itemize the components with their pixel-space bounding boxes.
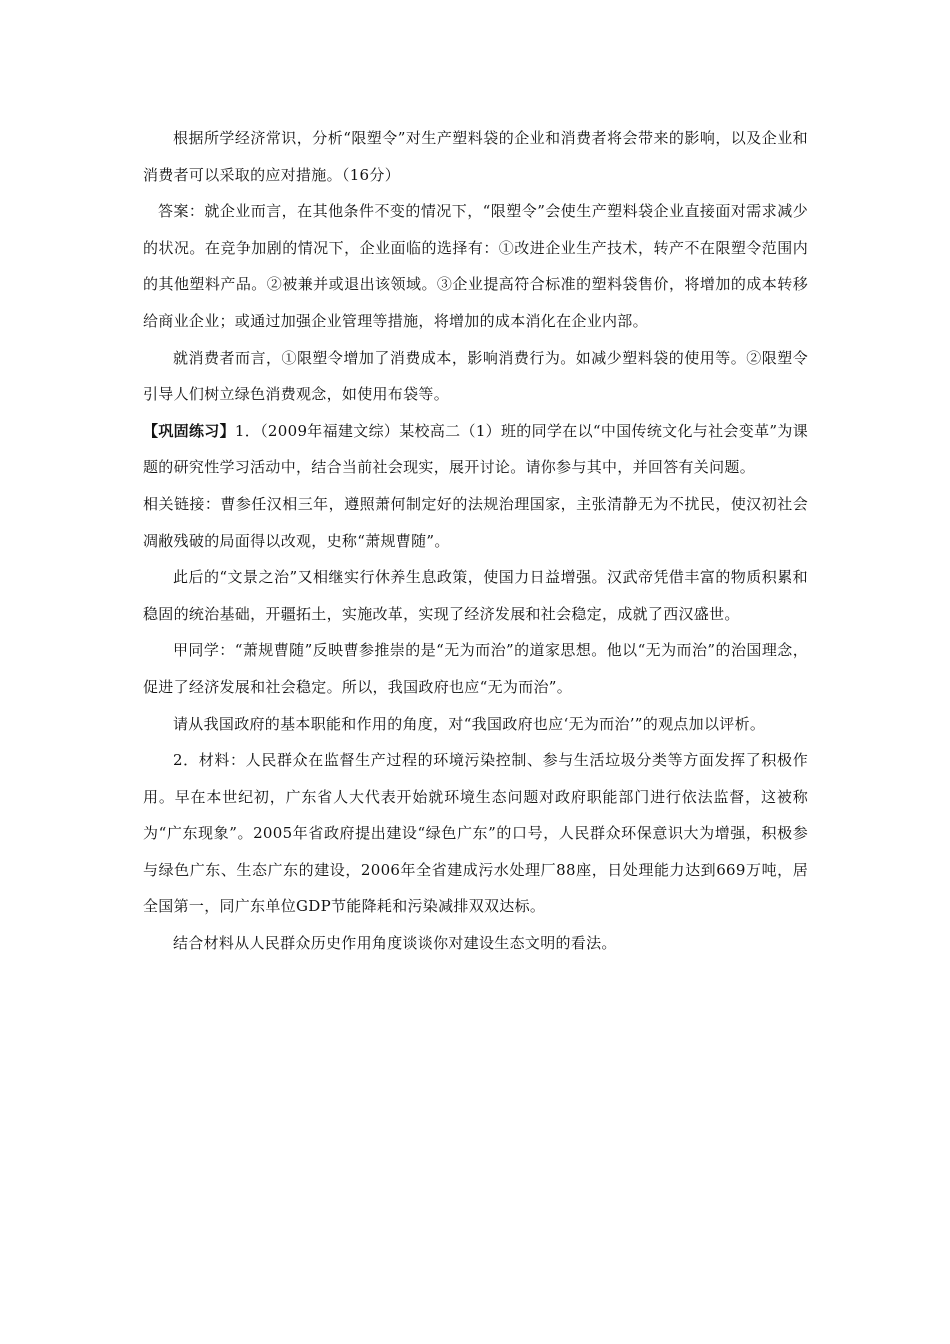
- history-paragraph: 此后的“文景之治”又相继实行休养生息政策，使国力日益增强。汉武帝凭借丰富的物质积累和稳固的统治基础，开疆拓土，实施改革，实现了经济发展和社会稳定，成就了西汉盛世。: [143, 568, 808, 623]
- question-paragraph: 根据所学经济常识，分析“限塑令”对生产塑料袋的企业和消费者将会带来的影响，以及企业和消费者可以采取的应对措施。（16分）: [143, 129, 808, 184]
- student-a-paragraph: 甲同学：“萧规曹随”反映曹参推崇的是“无为而治”的道家思想。他以“无为而治”的治国理念，促进了经济发展和社会稳定。所以，我国政府也应“无为而治”。: [143, 641, 808, 696]
- answer-paragraph-enterprise: 答案：就企业而言，在其他条件不变的情况下，“限塑令”会使生产塑料袋企业直接面对需求减少的状况。在竞争加剧的情况下，企业面临的选择有：①改进企业生产技术，转产不在限塑令范围内的其他塑料产品。②被兼并或退出该领域。③企业提高符合标准的塑料袋售价，将增加的成本转移给商业企业；或通过加强企业管理等措施，将增加的成本消化在企业内部。: [143, 202, 808, 330]
- document-body: [143, 120, 808, 962]
- q2-material-paragraph: 2．材料：人民群众在监督生产过程的环境污染控制、参与生活垃圾分类等方面发挥了积极作用。早在本世纪初，广东省人大代表开始就环境生态问题对政府职能部门进行依法监督，这被称为“广东现象”。2005年省政府提出建设“绿色广东”的口号，人民群众环保意识大为增强，积极参与绿色广东、生态广东的建设，2006年全省建成污水处理厂88座，日处理能力达到669万吨，居全国第一，同广东单位GDP节能降耗和污染减排双双达标。: [143, 751, 808, 916]
- answer-paragraph-consumer: 就消费者而言，①限塑令增加了消费成本，影响消费行为。如减少塑料袋的使用等。②限塑令引导人们树立绿色消费观念，如使用布袋等。: [143, 348, 808, 404]
- practice-question-1: [143, 413, 808, 486]
- related-link-paragraph: 相关链接：曹参任汉相三年，遵照萧何制定好的法规治理国家，主张清静无为不扰民，使汉初社会凋敝残破的局面得以改观，史称“萧规曹随”。: [143, 494, 808, 550]
- q2-task-paragraph: 结合材料从人民群众历史作用角度谈谈你对建设生态文明的看法。: [173, 934, 617, 953]
- practice-heading: 【巩固练习】: [143, 421, 235, 440]
- q1-task-paragraph: 请从我国政府的基本职能和作用的角度，对“我国政府也应‘无为而治’”的观点加以评析。: [173, 714, 766, 733]
- practice-q1-intro: 1．（2009年福建文综）某校高二（1）班的同学在以“中国传统文化与社会变革”为课题的研究性学习活动中，结合当前社会现实，展开讨论。请你参与其中，并回答有关问题。: [143, 421, 808, 477]
